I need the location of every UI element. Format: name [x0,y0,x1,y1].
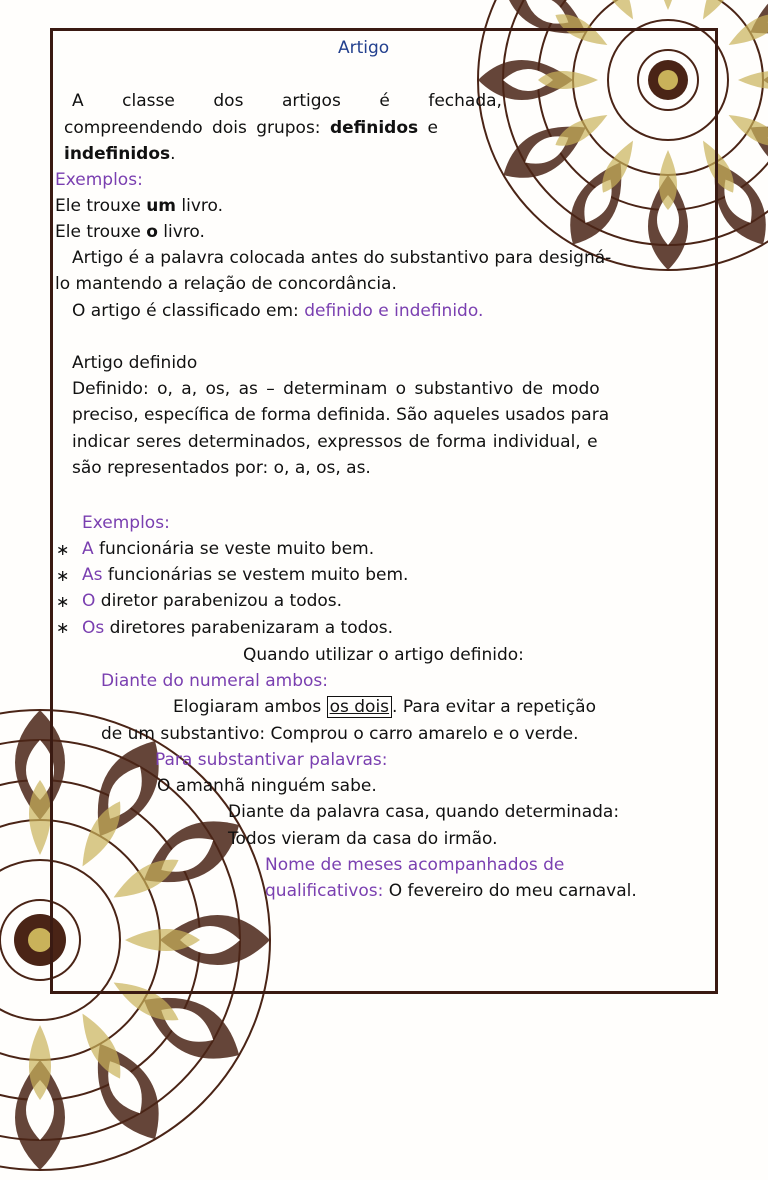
meses-line-2: qualificativos: O fevereiro do meu carnaval. [265,881,637,901]
definition-line-1: Artigo é a palavra colocada antes do substantivo para designá- [72,248,612,268]
definite-p2: preciso, específica de forma definida. São aqueles usados para [72,405,610,425]
list-item: Os diretores parabenizaram a todos. [82,618,394,638]
page-title: Artigo [338,38,390,58]
intro-line-3: indefinidos. [64,144,176,164]
bullet-star-icon: ∗ [56,540,70,559]
examples-heading: Exemplos: [55,170,143,190]
list-item: A funcionária se veste muito bem. [82,539,375,559]
definite-p1: Definido: o, a, os, as – determinam o substantivo de modo [72,379,600,399]
section-heading-definite: Artigo definido [72,353,198,373]
definite-p3: indicar seres determinados, expressos de forma individual, e [72,432,598,452]
meses-line-1: Nome de meses acompanhados de [265,855,565,875]
bullet-star-icon: ∗ [56,566,70,585]
definite-p4: são representados por: o, a, os, as. [72,458,371,478]
example-o: Ele trouxe o livro. [55,222,205,242]
list-item: As funcionárias se vestem muito bem. [82,565,409,585]
casa-line-2: Todos vieram da casa do irmão. [228,829,498,849]
example-um: Ele trouxe um livro. [55,196,224,216]
bullet-star-icon: ∗ [56,618,70,637]
definition-line-3: O artigo é classificado em: definido e indefinido. [72,301,484,321]
intro-line-2: compreendendo dois grupos: definidos e [64,118,439,138]
casa-line-1: Diante da palavra casa, quando determinada: [228,802,620,822]
bullet-star-icon: ∗ [56,592,70,611]
usage-heading: Quando utilizar o artigo definido: [243,645,524,665]
list-item: O diretor parabenizou a todos. [82,591,343,611]
examples-heading-2: Exemplos: [82,513,170,533]
intro-line-1: A classe dos artigos é fechada, [72,91,502,111]
definition-line-2: lo mantendo a relação de concordância. [55,274,397,294]
substantivar-example: O amanhã ninguém sabe. [157,776,377,796]
numeral-line-2: de um substantivo: Comprou o carro amarelo e o verde. [101,724,579,744]
numeral-line-1: Elogiaram ambos os dois . Para evitar a repetição [173,697,596,717]
substantivar-heading: Para substantivar palavras: [155,750,388,770]
numeral-heading: Diante do numeral ambos: [101,671,328,691]
